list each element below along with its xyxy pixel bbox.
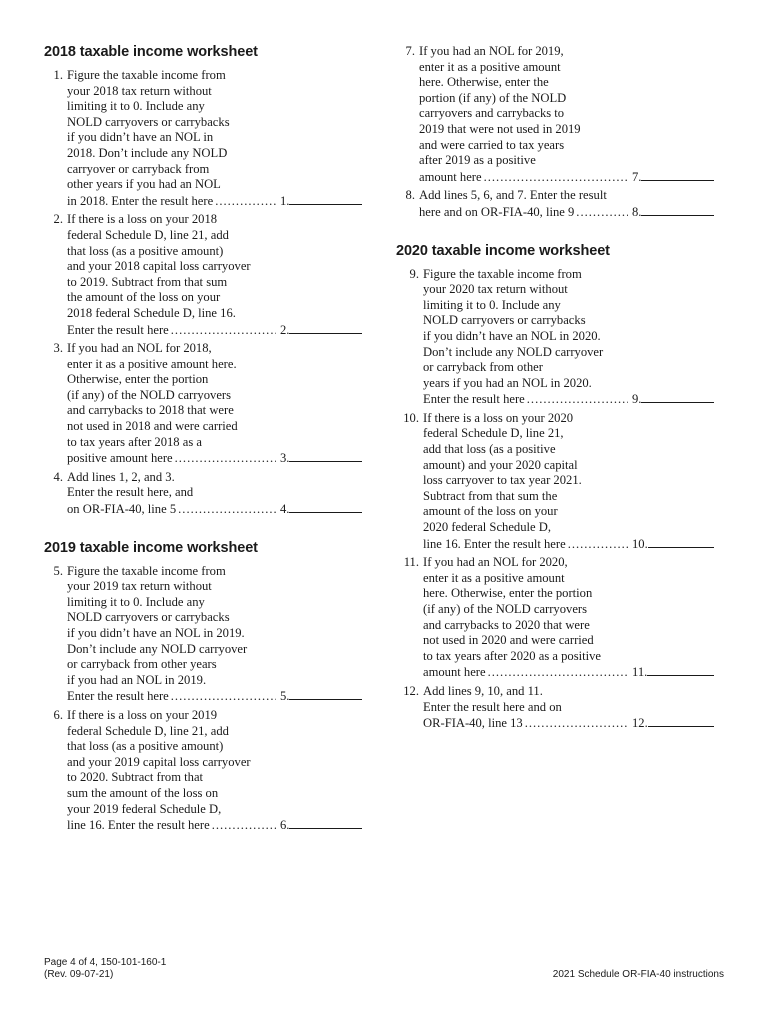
line-instructions: Add lines 1, 2, and 3. Enter the result here, and: [67, 469, 194, 500]
line-final-text: line 16. Enter the result here: [67, 818, 210, 833]
line-final-text: on OR-FIA-40, line 5: [67, 502, 177, 517]
dot-leader: [525, 716, 628, 732]
answer-label: 1.: [280, 193, 290, 208]
line-number: 11.: [403, 555, 419, 570]
answer-field-1[interactable]: [276, 193, 362, 210]
right-column: [396, 44, 714, 754]
worksheet-line-12: [396, 684, 714, 732]
line-instructions: Add lines 9, 10, and 11. Enter the result here and on: [423, 683, 562, 714]
line-final-text: line 16. Enter the result here: [423, 536, 566, 551]
answer-label: 7.: [632, 169, 642, 184]
worksheet-2018: [44, 44, 362, 518]
line-final-text: Enter the result here: [67, 322, 169, 337]
line-final-text: amount here: [423, 665, 486, 680]
dot-leader: [488, 665, 628, 681]
line-instructions: If there is a loss on your 2019 federal Schedule D, line 21, add that loss (as a positive amount) and your 2019 capital loss carryover to 2020. Subtract from that sum the amount of the loss on your 2019 federal Schedule D,: [67, 707, 251, 816]
answer-field-5[interactable]: [276, 688, 362, 705]
answer-label: 12.: [632, 716, 648, 731]
answer-line[interactable]: [641, 391, 714, 403]
left-column: [44, 44, 362, 856]
line-number: 12.: [403, 683, 419, 698]
worksheet-line-3: [44, 341, 362, 467]
answer-field-10[interactable]: [628, 536, 714, 553]
answer-field-6[interactable]: [276, 817, 362, 834]
line-final-text: here and on OR-FIA-40, line 9: [419, 204, 575, 219]
dot-leader: [484, 170, 628, 186]
line-instructions: If you had an NOL for 2020, enter it as a positive amount here. Otherwise, enter the portion (if any) of the NOLD carryovers and carrybacks to 2020 that were not used in 2020 and were carried to tax years after 2020 as a positive: [423, 555, 602, 663]
answer-line[interactable]: [289, 817, 362, 829]
dot-leader: [568, 537, 628, 553]
line-instructions: If there is a loss on your 2020 federal Schedule D, line 21, add that loss (as a positive amount) and your 2020 capital loss carryover to tax year 2021. Subtract from that sum the amount of the loss on your 2020 federal Schedule D,: [423, 410, 582, 535]
worksheet-2020: [396, 243, 714, 732]
dot-leader: [175, 451, 276, 467]
worksheet-line-2: [44, 212, 362, 338]
worksheet-line-11: [396, 555, 714, 681]
answer-label: 3.: [280, 451, 290, 466]
worksheet-line-9: [396, 267, 714, 408]
footer-revision: (Rev. 09-07-21): [44, 969, 114, 980]
section-title: 2018 taxable income worksheet: [44, 44, 258, 60]
line-number: 3.: [53, 341, 63, 356]
answer-field-4[interactable]: [276, 501, 362, 518]
dot-leader: [576, 205, 628, 221]
worksheet-line-8: [396, 188, 714, 220]
answer-label: 4.: [280, 502, 290, 517]
answer-line[interactable]: [289, 450, 362, 462]
answer-line[interactable]: [641, 169, 714, 181]
answer-line[interactable]: [647, 664, 714, 676]
line-number: 4.: [53, 469, 63, 484]
line-instructions: If you had an NOL for 2019, enter it as a positive amount here. Otherwise, enter the portion (if any) of the NOLD carryovers and carrybacks to 2019 that were not used in 2019 and were carried to tax years after 2019 as a positive: [419, 44, 581, 168]
dot-leader: [171, 689, 276, 705]
line-instructions: Add lines 5, 6, and 7. Enter the result: [419, 188, 607, 203]
line-instructions: If you had an NOL for 2018, enter it as a positive amount here. Otherwise, enter the portion (if any) of the NOLD carryovers and carrybacks to 2018 that were not used in 2018 and were carried to tax years after 2018 as a: [67, 341, 238, 449]
answer-field-7[interactable]: [628, 169, 714, 186]
line-instructions: If there is a loss on your 2018 federal Schedule D, line 21, add that loss (as a positive amount) and your 2018 capital loss carryover to 2019. Subtract from that sum the amount of the loss on your 2018 federal Schedule D, line 16.: [67, 212, 251, 320]
footer-page-number: Page 4 of 4, 150-101-160-1: [44, 957, 167, 968]
answer-field-11[interactable]: [628, 664, 714, 681]
answer-label: 2.: [280, 322, 290, 337]
dot-leader: [215, 194, 276, 210]
section-title: 2020 taxable income worksheet: [396, 242, 610, 259]
answer-field-2[interactable]: [276, 322, 362, 339]
line-final-text: Enter the result here: [67, 689, 169, 704]
answer-line[interactable]: [289, 322, 362, 334]
footer-page-info: [44, 957, 166, 981]
section-title: 2019 taxable income worksheet: [44, 539, 258, 556]
answer-line[interactable]: [289, 501, 362, 513]
line-instructions: Figure the taxable income from your 2018 tax return without limiting it to 0. Include any NOLD carryovers or carrybacks if you didn’t have an NOL in 2018. Don’t include any NOLD carryover or carryback from other years if you had an NOL: [67, 68, 230, 192]
worksheet-line-10: [396, 411, 714, 552]
answer-line[interactable]: [648, 715, 714, 727]
answer-field-12[interactable]: [628, 715, 714, 732]
answer-label: 9.: [632, 392, 642, 407]
answer-line[interactable]: [648, 536, 714, 548]
answer-field-9[interactable]: [628, 391, 714, 408]
answer-label: 6.: [280, 818, 290, 833]
answer-line[interactable]: [289, 688, 362, 700]
dot-leader: [178, 502, 276, 518]
line-final-text: in 2018. Enter the result here: [67, 193, 214, 208]
line-number: 8.: [405, 188, 415, 203]
answer-line[interactable]: [289, 193, 362, 205]
line-final-text: amount here: [419, 169, 482, 184]
line-final-text: OR-FIA-40, line 13: [423, 716, 523, 731]
line-instructions: Figure the taxable income from your 2020 tax return without limiting it to 0. Include any NOLD carryovers or carrybacks if you didn’t have an NOL in 2020. Don’t include any NOLD carryover or carryback from other years if you had an NOL in 2020.: [423, 266, 604, 390]
dot-leader: [212, 818, 276, 834]
worksheet-line-6: [44, 708, 362, 834]
dot-leader: [171, 323, 276, 339]
worksheet-2019-continued: [396, 44, 714, 221]
line-number: 1.: [53, 68, 63, 82]
line-number: 9.: [409, 266, 419, 281]
line-number: 6.: [53, 707, 63, 722]
answer-field-3[interactable]: [276, 450, 362, 467]
answer-label: 11.: [632, 665, 648, 680]
worksheet-line-5: [44, 564, 362, 705]
footer-document-title: 2021 Schedule OR-FIA-40 instructions: [552, 969, 724, 980]
worksheet-line-7: [396, 44, 714, 185]
answer-line[interactable]: [641, 204, 714, 216]
worksheet-2019: [44, 540, 362, 834]
answer-label: 8.: [632, 204, 642, 219]
dot-leader: [527, 392, 628, 408]
line-number: 7.: [405, 44, 415, 58]
line-number: 10.: [403, 410, 419, 425]
answer-label: 5.: [280, 689, 290, 704]
line-final-text: Enter the result here: [423, 392, 525, 407]
answer-field-8[interactable]: [628, 204, 714, 221]
line-instructions: Figure the taxable income from your 2019 tax return without limiting it to 0. Include any NOLD carryovers or carrybacks if you didn’t have an NOL in 2019. Don’t include any NOLD carryover or carryback from other years if you had an NOL in 2019.: [67, 563, 248, 687]
answer-label: 10.: [632, 536, 648, 551]
line-final-text: positive amount here: [67, 451, 173, 466]
line-number: 2.: [53, 212, 63, 227]
line-number: 5.: [53, 563, 63, 578]
worksheet-line-4: [44, 470, 362, 518]
worksheet-line-1: [44, 68, 362, 209]
